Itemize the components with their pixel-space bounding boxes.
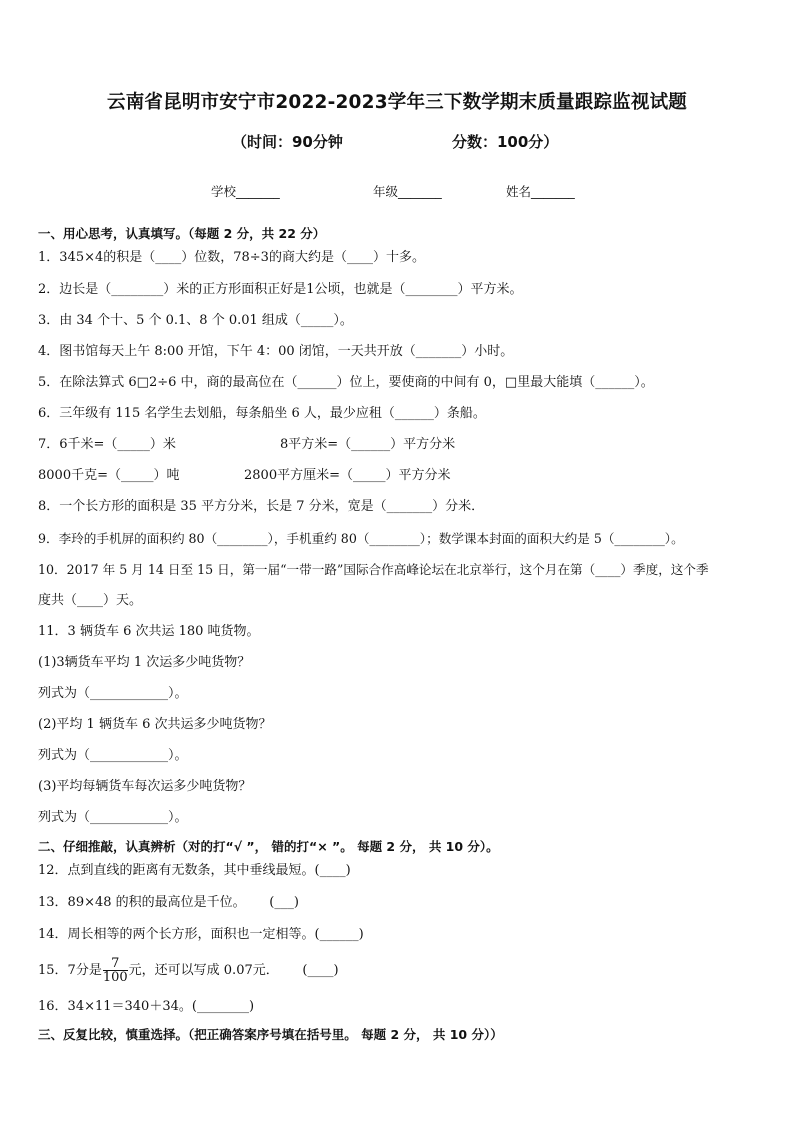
question-10-line-1: 10．2017 年 5 月 14 日至 15 日，第一届“一带一路”国际合作高峰论坛在北京举行，这个月在第（____）季度，这个季: [38, 562, 709, 577]
grade-field: 年级_______: [373, 184, 442, 199]
question-10-line-2: 度共（____）天。: [38, 593, 143, 608]
question-15-prefix: 15．7分是: [38, 963, 102, 978]
exam-time: （时间：90分钟: [232, 133, 343, 151]
exam-score: 分数：100分）: [452, 133, 559, 151]
question-4: 4．图书馆每天上午 8:00 开馆，下午 4：00 闭馆，一天共开放（_______）小时。: [38, 344, 514, 359]
question-11-part-1-answer: 列式为（____________）。: [38, 686, 188, 701]
question-11: 11．3 辆货车 6 次共运 180 吨货物。: [38, 624, 260, 639]
question-11-part-2: (2)平均 1 辆货车 6 次共运多少吨货物？: [38, 717, 272, 732]
question-3: 3．由 34 个十、5 个 0.1、8 个 0.01 组成（_____）。: [38, 313, 353, 328]
question-2: 2．边长是（________）米的正方形面积正好是1公顷，也就是（________）平方米。: [38, 282, 523, 297]
page-title: 云南省昆明市安宁市2022-2023学年三下数学期末质量跟踪监视试题: [107, 92, 687, 113]
question-7a: 7．6千米=（_____）米: [38, 437, 176, 452]
question-16: 16．34×11＝340＋34。(________): [38, 999, 255, 1014]
question-5: 5．在除法算式 6□2÷6 中，商的最高位在（______）位上，要使商的中间有 0，□里最大能填（______）。: [38, 375, 654, 390]
question-11-part-3-answer: 列式为（____________）。: [38, 810, 188, 825]
question-11-part-2-answer: 列式为（____________）。: [38, 748, 188, 763]
question-7c: 8000千克=（_____）吨: [38, 468, 180, 483]
name-field: 姓名_______: [506, 184, 575, 199]
question-13: 13．89×48 的积的最高位是千位。 (___): [38, 895, 299, 910]
question-11-part-1: (1)3辆货车平均 1 次运多少吨货物？: [38, 655, 251, 670]
fraction: [103, 957, 128, 984]
question-14: 14．周长相等的两个长方形，面积也一定相等。(______): [38, 927, 364, 942]
section-2-heading: 二、仔细推敲，认真辨析（对的打“√ ”， 错的打“× ”。 每题 2 分， 共 10 分）。: [38, 839, 499, 854]
section-1-heading: 一、用心思考，认真填写。（每题 2 分，共 22 分）: [38, 226, 326, 241]
question-8: 8．一个长方形的面积是 35 平方分米，长是 7 分米，宽是（_______）分米．: [38, 499, 485, 514]
fraction-denominator: 100: [102, 970, 128, 985]
school-field: 学校_______: [211, 184, 280, 199]
question-11-part-3: (3)平均每辆货车每次运多少吨货物？: [38, 779, 252, 794]
question-9: 9．李玲的手机屏的面积约 80（________），手机重约 80（________）；数学课本封面的面积大约是 5（________）。: [38, 531, 684, 546]
question-15: [38, 956, 339, 986]
question-7b: 8平方米=（______）平方分米: [280, 437, 456, 452]
section-3-heading: 三、反复比较，慎重选择。（把正确答案序号填在括号里。 每题 2 分， 共 10 分））: [38, 1027, 503, 1042]
fraction-numerator: 7: [103, 957, 128, 971]
question-7d: 2800平方厘米=（_____）平方分米: [244, 468, 451, 483]
question-1: 1．345×4的积是（____）位数，78÷3的商大约是（____）十多。: [38, 250, 425, 265]
question-6: 6．三年级有 115 名学生去划船，每条船坐 6 人，最少应租（______）条船。: [38, 406, 486, 421]
question-12: 12．点到直线的距离有无数条，其中垂线最短。(____): [38, 863, 351, 878]
question-15-suffix: 元，还可以写成 0.07元． (____): [128, 963, 339, 978]
